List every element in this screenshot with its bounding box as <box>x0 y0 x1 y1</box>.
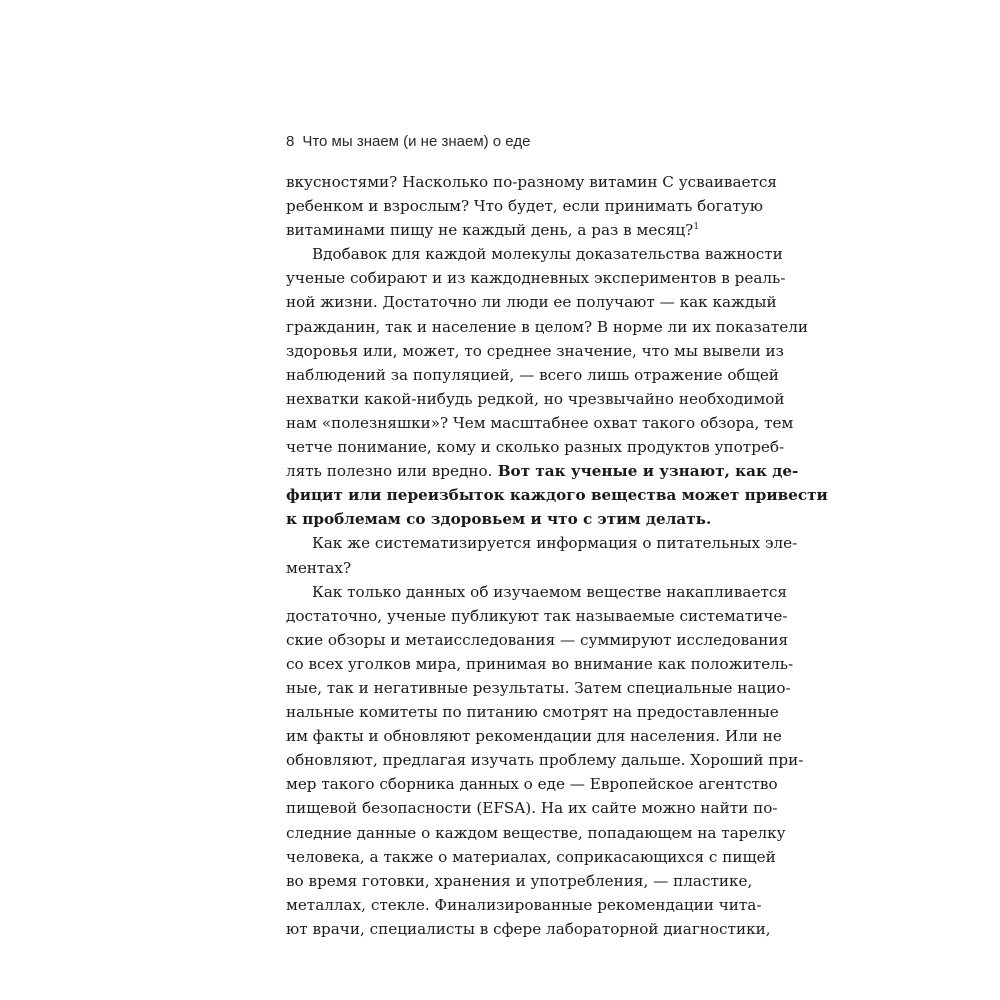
text-line-content: лять полезно или вредно. <box>286 462 493 481</box>
text-line <box>286 242 783 266</box>
text-line <box>286 387 785 411</box>
text-line-content: во время готовки, хранения и употребления, — пластике, <box>286 871 753 890</box>
text-line-content: обновляют, предлагая изучать проблему дальше. Хороший при- <box>286 751 804 770</box>
text-line <box>286 266 786 290</box>
running-title: Что мы знаем (и не знаем) о еде <box>302 133 531 150</box>
text-line <box>286 748 804 772</box>
text-line <box>286 652 794 676</box>
text-line <box>286 917 771 941</box>
text-line-content: фицит или переизбыток каждого вещества может привести <box>286 486 828 505</box>
text-line <box>286 556 712 580</box>
text-line-content: нам «полезняшки»? Чем масштабнее охват такого обзора, тем <box>286 413 794 432</box>
text-line-content: к проблемам со здоровьем и что с этим делать. <box>286 510 712 529</box>
text-line-content: здоровья или, может, то среднее значение, что мы вывели из <box>286 341 784 360</box>
text-line-content: достаточно, ученые публикуют так называемые систематиче- <box>286 606 788 625</box>
text-line-content: ученые собирают и из каждодневных экспериментов в реаль- <box>286 269 786 288</box>
text-line-content: ментах? <box>286 558 352 577</box>
text-line-content: витаминами пищу не каждый день, а раз в месяц? <box>286 221 694 240</box>
text-line <box>286 772 778 796</box>
text-line-content: ские обзоры и метаисследования — суммируют исследования <box>286 630 789 649</box>
body-text <box>286 170 828 941</box>
text-line-content: наблюдений за популяцией, — всего лишь отражение общей <box>286 365 779 384</box>
text-line <box>286 676 791 700</box>
text-line <box>286 315 808 339</box>
text-line <box>286 724 782 748</box>
text-line <box>286 411 794 435</box>
text-line-content: ют врачи, специалисты в сфере лабораторной диагностики, <box>286 919 771 938</box>
text-line <box>286 507 712 531</box>
text-line-content: ные, так и негативные результаты. Затем специальные нацио- <box>286 678 791 697</box>
text-line <box>286 459 799 483</box>
text-line <box>286 170 777 194</box>
text-line <box>286 821 786 845</box>
text-line-content: нехватки какой-нибудь редкой, но чрезвычайно необходимой <box>286 389 785 408</box>
text-line-content: Как только данных об изучаемом веществе накапливается <box>312 582 787 601</box>
page-number: 8 <box>286 133 295 150</box>
text-line <box>286 845 776 869</box>
text-line-content: ребенком и взрослым? Что будет, если принимать богатую <box>286 197 764 216</box>
text-line <box>286 869 753 893</box>
text-line-content: металлах, стекле. Финализированные рекомендации чита- <box>286 895 762 914</box>
text-line-content: человека, а также о материалах, соприкасающихся с пищей <box>286 847 776 866</box>
text-line <box>286 194 764 218</box>
text-line-content: Как же систематизируется информация о питательных эле- <box>312 534 798 553</box>
text-line <box>286 604 788 628</box>
text-line-content: пищевой безопасности (EFSA). На их сайте можно найти по- <box>286 799 778 818</box>
footnote-marker: 1 <box>693 222 700 233</box>
text-line-content: им факты и обновляют рекомендации для населения. Или не <box>286 727 782 746</box>
running-header <box>286 133 530 150</box>
text-line-content: следние данные о каждом веществе, попадающем на тарелку <box>286 823 786 842</box>
text-line <box>286 363 779 387</box>
text-line <box>286 893 762 917</box>
text-line <box>286 483 828 507</box>
text-line-content: нальные комитеты по питанию смотрят на предоставленные <box>286 703 779 722</box>
text-line-content: ной жизни. Достаточно ли люди ее получают — как каждый <box>286 293 777 312</box>
text-line <box>286 700 779 724</box>
text-line <box>286 290 777 314</box>
text-line <box>286 339 784 363</box>
text-line-content: гражданин, так и население в целом? В норме ли их показатели <box>286 317 808 336</box>
text-line-content: четче понимание, кому и сколько разных продуктов употреб- <box>286 438 785 457</box>
text-line <box>286 628 789 652</box>
text-line <box>286 580 787 604</box>
text-line-content: со всех уголков мира, принимая во внимание как положитель- <box>286 654 794 673</box>
text-line <box>286 796 778 820</box>
text-line-content: вкусностями? Насколько по-разному витамин С усваивается <box>286 173 777 191</box>
text-line <box>286 435 785 459</box>
text-line <box>286 218 712 242</box>
bold-emphasis: Вот так ученые и узнают, как де- <box>492 462 799 481</box>
text-line-content: Вдобавок для каждой молекулы доказательства важности <box>312 245 783 264</box>
text-line <box>286 531 798 555</box>
text-line-content: мер такого сборника данных о еде — Европейское агентство <box>286 775 778 794</box>
